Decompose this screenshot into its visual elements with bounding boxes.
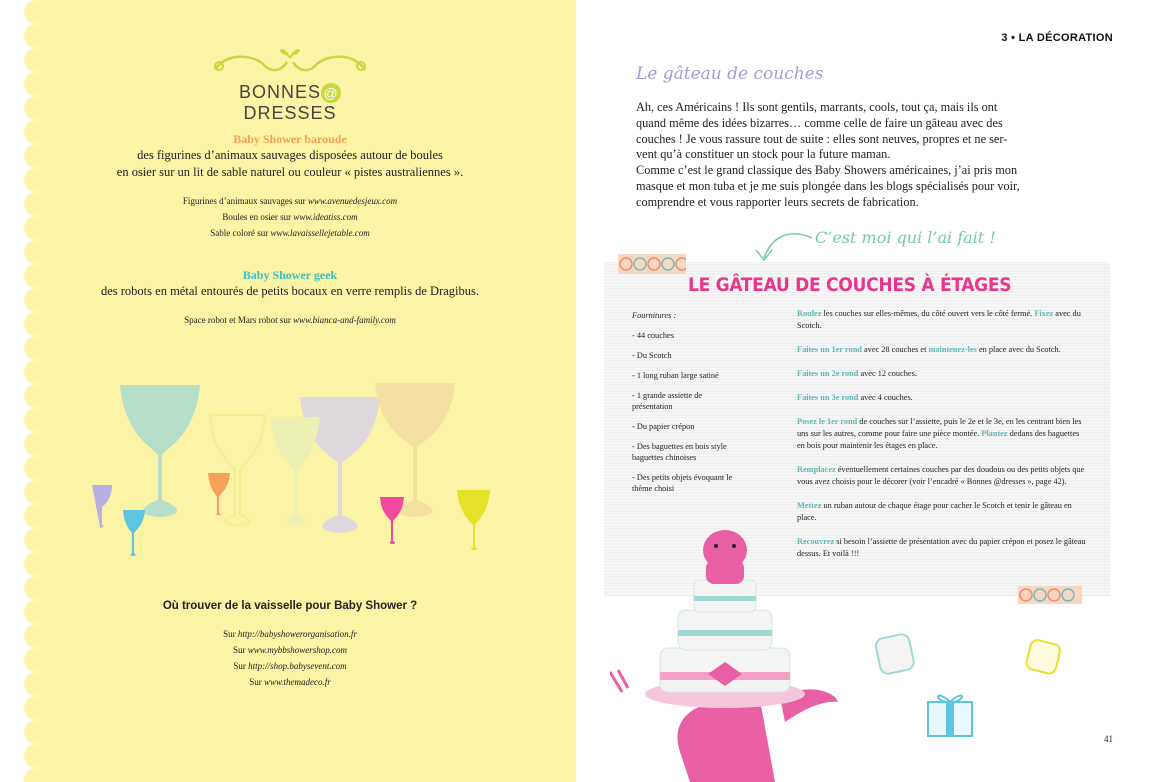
- glassware-illustration: [90, 375, 500, 565]
- section-geek: [70, 268, 510, 328]
- gift-icon: [922, 686, 982, 742]
- shop-link[interactable]: www.mybbshowershop.com: [247, 645, 348, 655]
- supply-item: - 1 grande assiette de présentation: [632, 391, 703, 411]
- step: Posez le 1er rond de couches sur l’assiette, puis le 2e et le 3e, en les centrant bien les uns sur les autres, comme pour faire une pièce montée. Plantez dedans des baguettes en bois pour maintenir les étages en place.: [797, 417, 1082, 450]
- shop-line: Sur www.themadeco.fr: [249, 677, 331, 687]
- step: Mettez un ruban autour de chaque étage pour cacher le Scotch et tenir le gâteau en place.: [797, 501, 1072, 522]
- intro-line: Comme c’est le grand classique des Baby Showers américaines, j’ai pris mon: [636, 163, 1018, 178]
- step: Faites un 2e rond avec 12 couches.: [797, 369, 917, 378]
- supply-item: - Des petits objets évoquant le thème choisi: [632, 473, 733, 493]
- ornament-icon: [205, 44, 375, 84]
- where-title: Où trouver de la vaisselle pour Baby Shower ?: [162, 600, 418, 612]
- supplies-heading: Fournitures :: [632, 311, 677, 320]
- step: Faites un 1er rond avec 28 couches et maintenez-les en place avec du Scotch.: [797, 345, 1061, 354]
- logo-word-right: DRESSES: [243, 103, 337, 124]
- intro-line: masque et mon tuba et je me suis plongée dans les blogs spécialisés pour voir,: [636, 178, 1020, 193]
- section-baroude: [90, 132, 490, 241]
- intro-line: quand même des idées bizarres… comme celle de faire un gâteau avec des: [636, 115, 1003, 130]
- source-line: Boules en osier sur www.ideatiss.com: [222, 212, 358, 222]
- section-title: Baby Shower baroude: [233, 132, 347, 146]
- step: Roulez les couches sur elles-mêmes, du côté ouvert vers le côté fermé. Fixez avec du Scotch.: [797, 309, 1081, 330]
- section-desc: en osier sur un lit de sable naturel ou couleur « pistes australiennes ».: [116, 165, 464, 179]
- washi-tape-icon: [1018, 586, 1082, 604]
- section-title: Baby Shower geek: [242, 268, 338, 282]
- diaper-icon: [870, 630, 920, 680]
- source-link[interactable]: www.avenuedesjeux.com: [307, 196, 398, 206]
- shop-line: Sur www.mybbshowershop.com: [232, 645, 348, 655]
- source-line: Figurines d’animaux sauvages sur www.avenuedesjeux.com: [182, 196, 398, 206]
- source-link[interactable]: www.ideatiss.com: [293, 212, 358, 222]
- where-to-find: [90, 600, 490, 690]
- source-line: Sable coloré sur www.lavaissellejetable.com: [210, 228, 370, 238]
- step: Remplacez éventuellement certaines couches par des doudous ou des petits objets que vous avez choisis pour le décorer (voir l’encadré « Bonnes @dresses », page 42).: [797, 465, 1085, 486]
- page-title: Le gâteau de couches: [636, 64, 824, 84]
- washi-tape-icon: [618, 254, 686, 274]
- supply-item: - Du Scotch: [632, 351, 672, 360]
- source-link[interactable]: www.bianca-and-family.com: [293, 315, 396, 325]
- shop-line: Sur http://shop.babysevent.com: [233, 661, 347, 671]
- bonnes-adresses-logo: [205, 44, 375, 124]
- section-desc: des figurines d’animaux sauvages disposées autour de boules: [137, 148, 443, 162]
- intro-line: Ah, ces Américains ! Ils sont gentils, marrants, cools, tout ça, mais ils ont: [636, 100, 998, 114]
- section-desc: des robots en métal entourés de petits bocaux en verre remplis de Dragibus.: [100, 284, 479, 298]
- step: Faites un 3e rond avec 4 couches.: [797, 393, 913, 402]
- scallop-border: [0, 0, 60, 782]
- callout-handwritten: C’est moi qui l’ai fait !: [815, 228, 996, 247]
- source-line: Space robot et Mars robot sur www.bianca-and-family.com: [184, 315, 396, 325]
- supply-item: - 1 long ruban large satiné: [632, 371, 719, 380]
- intro-line: comprendre et vous rapporter leurs secrets de fabrication.: [636, 194, 919, 209]
- intro-line: couches ! Je vous rassure tout de suite : elles sont neuves, propres et ne ser-: [636, 131, 1008, 146]
- diaper-cake-illustration: [610, 522, 850, 782]
- shop-link[interactable]: http://shop.babysevent.com: [248, 661, 347, 671]
- step: Recouvrez si besoin l’assiette de présentation avec du papier crépon et posez le gâteau dessus. Et voilà !!!: [797, 537, 1086, 558]
- shop-link[interactable]: www.themadeco.fr: [263, 677, 331, 687]
- page-number: 41: [1104, 734, 1113, 744]
- shop-line: Sur http://babyshowerorganisation.fr: [223, 629, 357, 639]
- diaper-icon: [1022, 636, 1066, 680]
- supply-item: - 44 couches: [632, 331, 674, 340]
- supplies-list: [632, 310, 762, 503]
- supply-item: - Du papier crépon: [632, 422, 695, 431]
- recipe-title: LE GÂTEAU DE COUCHES À ÉTAGES: [688, 274, 1012, 296]
- chapter-header: 3 • LA DÉCORATION: [1001, 32, 1113, 44]
- source-link[interactable]: www.lavaissellejetable.com: [270, 228, 370, 238]
- logo-word-left: BONNES: [238, 82, 322, 102]
- logo-text: [205, 82, 375, 124]
- logo-at: @: [321, 83, 341, 103]
- supply-item: - Des baguettes en bois style baguettes chinoises: [632, 442, 727, 462]
- shop-link[interactable]: http://babyshowerorganisation.fr: [237, 629, 357, 639]
- intro-text: [636, 100, 1036, 211]
- intro-line: vent qu’à constituer un stock pour la future maman.: [636, 147, 891, 162]
